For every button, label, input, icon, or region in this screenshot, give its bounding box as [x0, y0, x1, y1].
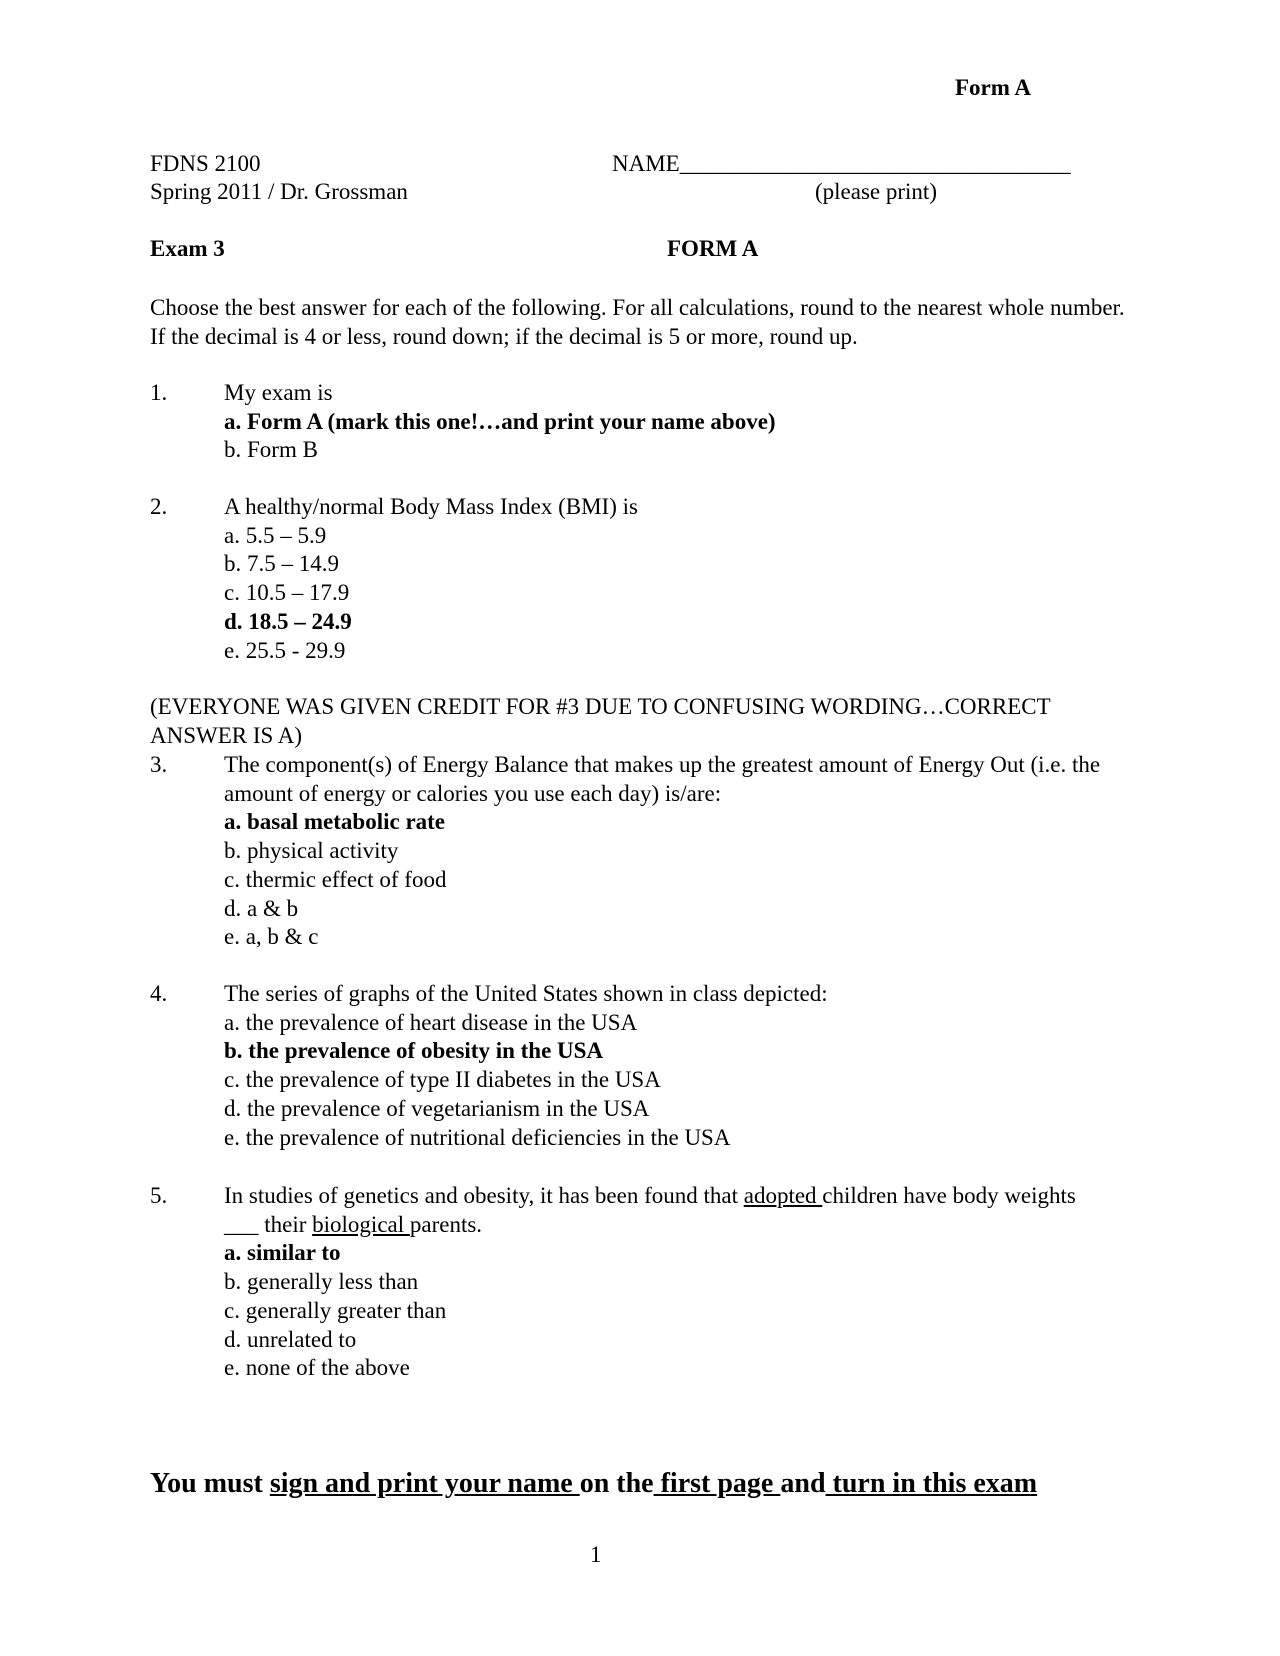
- answer-option-d: d. the prevalence of vegetarianism in the USA: [224, 1095, 650, 1121]
- question-5: [150, 1182, 1150, 1383]
- question-number: 1.: [150, 380, 168, 405]
- answer-option-b: b. physical activity: [224, 838, 399, 864]
- answer-option-b: b. generally less than: [224, 1269, 419, 1295]
- answer-option-c: c. the prevalence of type II diabetes in the USA: [224, 1067, 661, 1093]
- stem-text: In studies of genetics and obesity, it has been found that: [224, 1183, 744, 1208]
- form-label: Form A: [955, 75, 1032, 100]
- question-4: [150, 980, 1150, 1152]
- answer-option-e: e. a, b & c: [224, 924, 319, 950]
- footer-underlined-sign: sign and print your name: [269, 1468, 580, 1499]
- name-field[interactable]: [612, 150, 1071, 178]
- question-stem: My exam is: [224, 380, 333, 405]
- exam-title: Exam 3: [150, 236, 225, 261]
- page-number: 1: [590, 1542, 602, 1567]
- name-blank: __________________________________: [679, 151, 1071, 176]
- answer-option-c: c. thermic effect of food: [224, 866, 447, 892]
- question-number: 5.: [150, 1183, 168, 1208]
- stem-text: children have body weights ___ their: [224, 1183, 1076, 1237]
- name-label: NAME: [612, 151, 680, 176]
- answer-option-d: d. a & b: [224, 895, 299, 921]
- answer-option-d: d. 18.5 – 24.9: [224, 608, 352, 634]
- answer-option-a: a. Form A (mark this one!…and print your name above): [224, 408, 776, 434]
- answer-option-c: c. generally greater than: [224, 1297, 447, 1323]
- question-3: [150, 751, 1150, 952]
- footer-underlined-first-page: first page: [653, 1468, 781, 1499]
- footer-text: You must: [150, 1468, 270, 1499]
- answer-option-e: e. none of the above: [224, 1355, 410, 1381]
- question-number: 4.: [150, 981, 168, 1006]
- instructions: Choose the best answer for each of the following. For all calculations, round to the nearest whole number. If the decimal is 4 or less, round down; if the decimal is 5 or more, round up.: [150, 295, 1125, 349]
- stem-underlined-biological: biological: [312, 1211, 410, 1237]
- answer-option-a: a. the prevalence of heart disease in the USA: [224, 1009, 638, 1035]
- answer-option-a: a. similar to: [224, 1240, 341, 1266]
- footer-underlined-turn-in: turn in this exam: [825, 1468, 1038, 1499]
- question-stem: The component(s) of Energy Balance that makes up the greatest amount of Energy Out (i.e. the amount of energy or calories you use each day) is/are:: [224, 752, 1101, 806]
- question-2: [150, 493, 1150, 665]
- answer-option-b: b. the prevalence of obesity in the USA: [224, 1038, 604, 1064]
- form-title: FORM A: [667, 236, 759, 261]
- credit-notice: (EVERYONE WAS GIVEN CREDIT FOR #3 DUE TO CONFUSING WORDING…CORRECT ANSWER IS A): [150, 694, 1051, 748]
- question-stem: [224, 1182, 1084, 1239]
- question-stem: A healthy/normal Body Mass Index (BMI) is: [224, 494, 638, 519]
- stem-underlined-adopted: adopted: [743, 1183, 823, 1208]
- course-code: FDNS 2100: [150, 151, 261, 176]
- footer-text: and: [780, 1468, 826, 1499]
- question-number: 2.: [150, 494, 168, 519]
- stem-text: parents.: [409, 1211, 483, 1237]
- question-number: 3.: [150, 752, 168, 777]
- term-instructor: Spring 2011 / Dr. Grossman: [150, 179, 408, 204]
- answer-option-a: a. basal metabolic rate: [224, 809, 446, 835]
- answer-option-b: b. 7.5 – 14.9: [224, 551, 339, 577]
- answer-option-d: d. unrelated to: [224, 1326, 357, 1352]
- answer-option-e: e. the prevalence of nutritional deficiencies in the USA: [224, 1124, 731, 1150]
- answer-option-a: a. 5.5 – 5.9: [224, 522, 327, 548]
- name-hint: (please print): [815, 179, 937, 204]
- footer-instruction: [150, 1468, 1037, 1500]
- answer-option-c: c. 10.5 – 17.9: [224, 580, 350, 606]
- question-1: [150, 379, 1150, 465]
- question-stem: The series of graphs of the United States shown in class depicted:: [224, 981, 828, 1006]
- answer-option-b: b. Form B: [224, 437, 318, 463]
- answer-option-e: e. 25.5 - 29.9: [224, 637, 346, 663]
- footer-text: on the: [579, 1468, 654, 1499]
